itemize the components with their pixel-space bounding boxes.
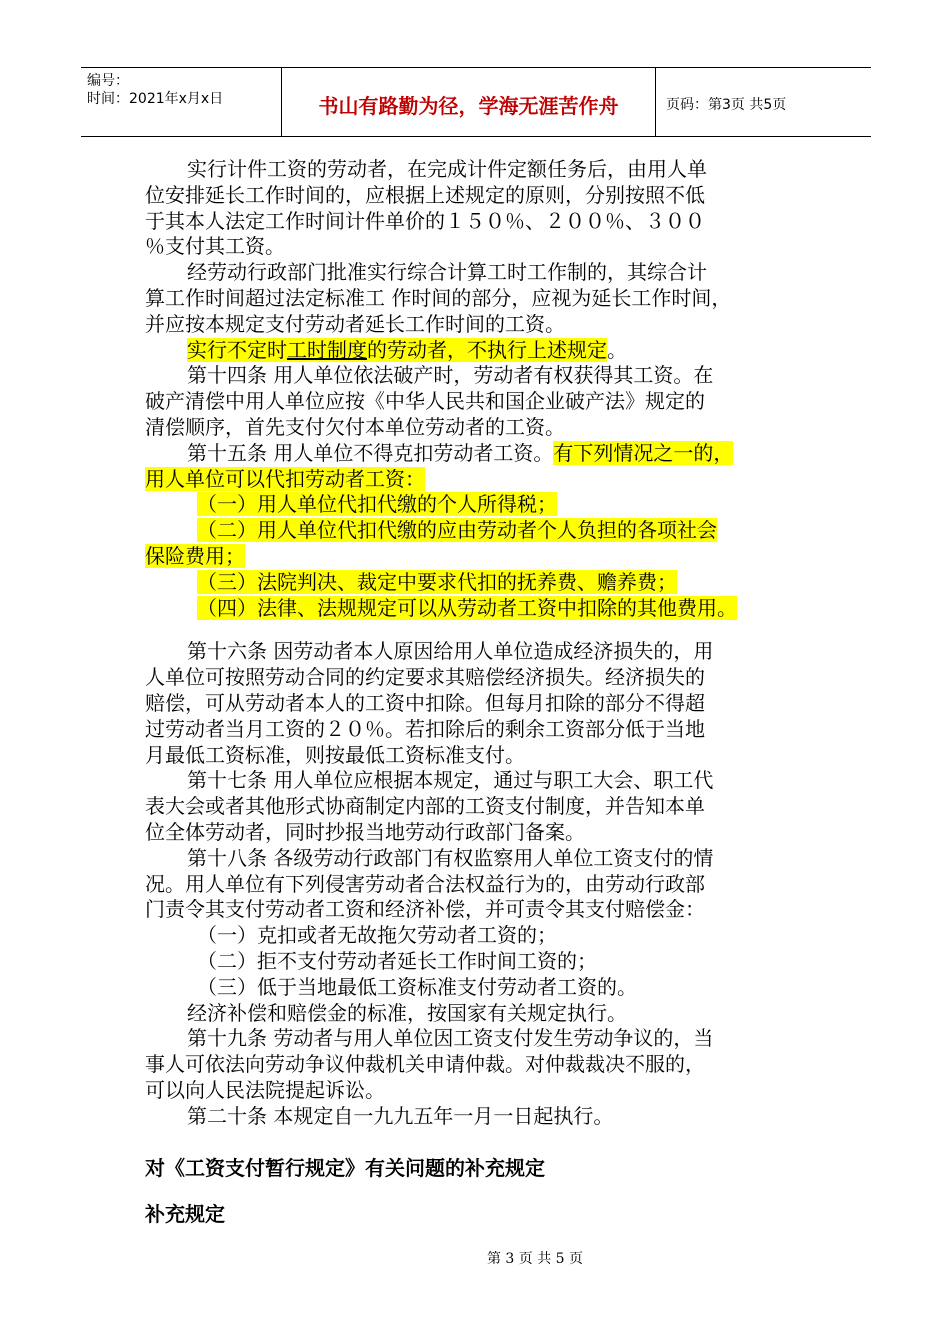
text-line: （二）拒不支付劳动者延长工作时间工资的； (197, 948, 597, 973)
header-meta (81, 68, 282, 136)
highlighted-text: （四）法律、法规规定可以从劳动者工资中扣除的其他费用。 (197, 595, 737, 620)
text-line: 第十九条 劳动者与用人单位因工资支付发生劳动争议的，当 (187, 1026, 714, 1051)
text-line (145, 570, 825, 596)
text-line: 人单位可按照劳动合同的约定要求其赔偿经济损失。经济损失的 (145, 665, 705, 690)
text-line: 第十八条 各级劳动行政部门有权监察用人单位工资支付的情 (187, 845, 714, 870)
section-heading: 对《工资支付暂行规定》有关问题的补充规定 (145, 1156, 545, 1180)
document-body (145, 157, 825, 1129)
text-line (145, 338, 825, 364)
time-label: 时间：2021年x月x日 (87, 91, 224, 107)
paragraph-gap (145, 621, 825, 639)
text-line (145, 544, 825, 570)
text-line: 第十六条 因劳动者本人原因给用人单位造成经济损失的，用 (187, 639, 714, 664)
text-fragment: 第十五条 用人单位不得克扣劳动者工资。 (187, 440, 554, 465)
page-footer: 第 3 页 共 5 页 (486, 1251, 584, 1267)
header-motto: 书山有路勤为径，学海无涯苦作舟 (282, 68, 656, 136)
subsection-heading: 补充规定 (145, 1202, 225, 1226)
text-line: ％支付其工资。 (145, 234, 285, 259)
text-line: 可以向人民法院提起诉讼。 (145, 1077, 385, 1102)
text-line: 清偿顺序，首先支付欠付本单位劳动者的工资。 (145, 414, 565, 439)
highlighted-text: 用人单位可以代扣劳动者工资： (145, 466, 425, 491)
highlighted-text: （一）用人单位代扣代缴的个人所得税； (197, 492, 557, 517)
text-line: 并应按本规定支付劳动者延长工作时间的工资。 (145, 311, 565, 336)
text-line: 赔偿，可从劳动者本人的工资中扣除。但每月扣除的部分不得超 (145, 690, 705, 715)
text-line: 第十四条 用人单位依法破产时，劳动者有权获得其工资。在 (187, 363, 714, 388)
text-line: 第二十条 本规定自一九九五年一月一日起执行。 (187, 1103, 614, 1128)
text-line: 实行计件工资的劳动者，在完成计件定额任务后，由用人单 (187, 157, 707, 181)
highlighted-text: 的劳动者，不执行上述规定 (367, 337, 607, 362)
highlighted-text: 保险费用； (145, 543, 245, 568)
text-line: 月最低工资标准，则按最低工资标准支付。 (145, 742, 525, 767)
page-header (81, 67, 871, 137)
text-line (145, 467, 825, 493)
header-page-info: 页码：第3页 共5页 (666, 97, 787, 113)
text-line (145, 596, 825, 622)
underlined-highlight: 工时制度 (287, 337, 367, 362)
highlighted-text: 有下列情况之一的， (553, 440, 734, 465)
text-line: 算工作时间超过法定标准工 作时间的部分，应视为延长工作时间， (145, 285, 732, 310)
highlighted-text: （三）法院判决、裁定中要求代扣的抚养费、赡养费； (197, 569, 677, 594)
text-line: （一）克扣或者无故拖欠劳动者工资的； (197, 923, 557, 948)
text-line (145, 441, 825, 467)
text-line: （三）低于当地最低工资标准支付劳动者工资的。 (197, 974, 637, 999)
text-line (145, 518, 825, 544)
text-line: 事人可依法向劳动争议仲裁机关申请仲裁。对仲裁裁决不服的， (145, 1052, 705, 1077)
text-line: 位安排延长工作时间的，应根据上述规定的原则，分别按照不低 (145, 182, 705, 207)
text-line: 经劳动行政部门批准实行综合计算工时工作制的，其综合计 (187, 260, 707, 285)
serial-label: 编号： (87, 73, 129, 89)
text-fragment: 。 (607, 337, 627, 362)
text-line (145, 492, 825, 518)
highlighted-text: 实行不定时 (187, 337, 287, 362)
text-line: 经济补偿和赔偿金的标准，按国家有关规定执行。 (187, 1000, 627, 1025)
text-line: 表大会或者其他形式协商制定内部的工资支付制度，并告知本单 (145, 794, 705, 819)
text-line: 位全体劳动者，同时抄报当地劳动行政部门备案。 (145, 819, 585, 844)
highlighted-text: （二）用人单位代扣代缴的应由劳动者个人负担的各项社会 (197, 518, 717, 543)
text-line: 第十七条 用人单位应根据本规定，通过与职工大会、职工代 (187, 768, 714, 793)
text-line: 于其本人法定工作时间计件单价的１５０％、２００％、３００ (145, 208, 705, 233)
text-line: 门责令其支付劳动者工资和经济补偿，并可责令其支付赔偿金： (145, 897, 705, 922)
text-line: 况。用人单位有下列侵害劳动者合法权益行为的，由劳动行政部 (145, 871, 705, 896)
text-line: 过劳动者当月工资的２０％。若扣除后的剩余工资部分低于当地 (145, 716, 705, 741)
text-line: 破产清偿中用人单位应按《中华人民共和国企业破产法》规定的 (145, 389, 705, 414)
